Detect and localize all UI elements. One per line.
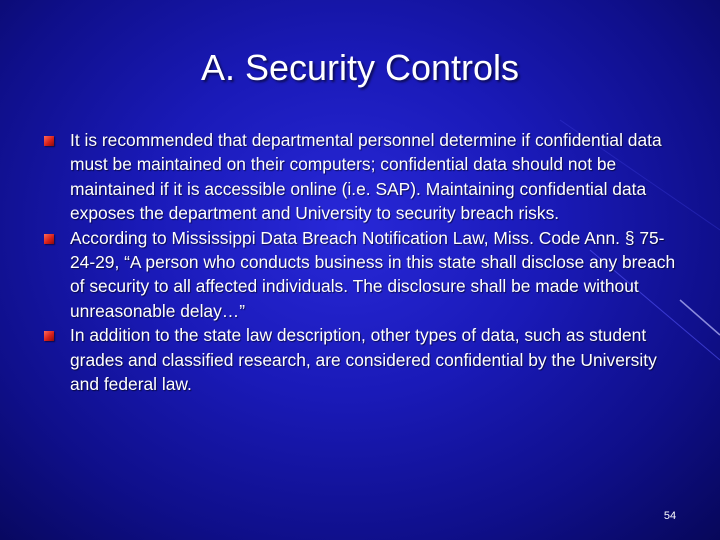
- bullet-text: According to Mississippi Data Breach Notification Law, Miss. Code Ann. § 75-24-29, “A person who conducts business in this state shall disclose any breach of security to all affected individuals. The disclosure shall be made without unreasonable delay…”: [70, 227, 676, 321]
- bullet-square-icon: [44, 234, 54, 244]
- bullet-item: [44, 323, 689, 396]
- slide-title: A. Security Controls: [200, 47, 520, 88]
- bullet-text: In addition to the state law description, other types of data, such as student grades and classified research, are considered confidential by the University and federal law.: [70, 325, 657, 395]
- bullet-list: [44, 128, 689, 396]
- bullet-square-icon: [44, 331, 54, 341]
- bullet-item: [44, 226, 689, 324]
- bullet-text: It is recommended that departmental personnel determine if confidential data must be maintained on their computers; confidential data should not be maintained if it is accessible online (i.e. SAP). Maintaining confidential data exposes the department and University to security breach risks.: [70, 130, 662, 224]
- bullet-item: [44, 128, 689, 226]
- page-number: 54: [663, 510, 677, 522]
- bullet-square-icon: [44, 136, 54, 146]
